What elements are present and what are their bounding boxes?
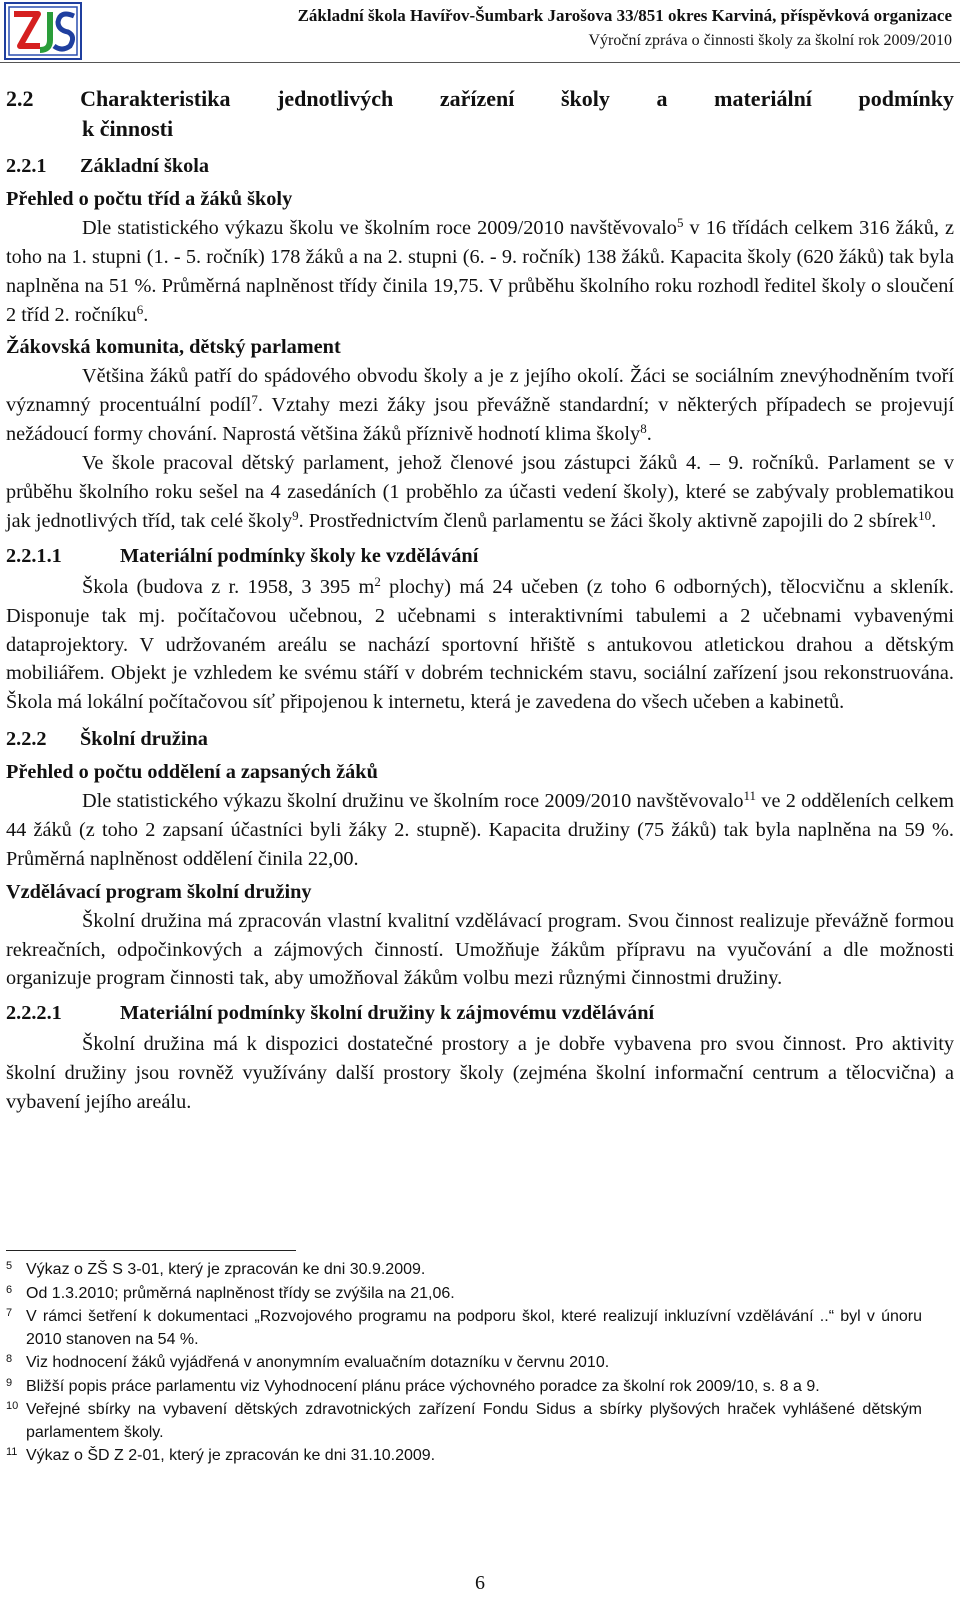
paragraph: Většina žáků patří do spádového obvodu školy a je z jejího okolí. Žáci se sociálním znevýhodněním tvoří významný procentuální podíl$^7$. Vztahy mezi žáky jsou převážně standardní; v některých případech se projevují nežádoucí formy chování. Naprostá většina žáků příznivě hodnotí klima školy$^8$.	[6, 365, 954, 446]
subsection-heading-2-2-2-1	[6, 999, 954, 1028]
paragraph: Dle statistického výkazu školní družinu ve školním roce 2009/2010 navštěvovalo$^{11}$ ve 2 odděleních celkem 44 žáků (z toho 2 zapsaní účastníci byli žáky 2. stupně). Kapacita družiny (75 žáků) tak byla naplněna na 59 %. Průměrná naplněnost oddělení činila 22,00.	[6, 788, 955, 870]
overview-heading: Přehled o počtu tříd a žáků školy	[6, 187, 293, 210]
footnote: 7 V rámci šetření k dokumentaci „Rozvojového programu na podporu škol, které realizují inkluzívní vzdělávání ..“ byl v únoru 2010 stanoven na 54 %.	[6, 1307, 922, 1348]
subsection-heading-2-2-2	[6, 725, 954, 754]
school-logo	[4, 2, 82, 60]
footnote-ref: 11	[743, 788, 757, 804]
program-heading: Vzdělávací program školní družiny	[6, 880, 312, 903]
section-heading	[6, 84, 954, 144]
paragraph: Školní družina má k dispozici dostatečné prostory a je dobře vybavena pro svou činnost. Pro aktivity školní družiny jsou rovněž využívány další prostory školy (zejména školní informační centrum a tělocvična) a vybavení jejího areálu.	[6, 1033, 954, 1114]
footnote: 6 Od 1.3.2010; průměrná naplněnost třídy se zvýšila na 21,06.	[6, 1283, 455, 1302]
subsection-title: Školní družina	[80, 728, 208, 751]
page-header	[0, 0, 960, 66]
footnote-ref: 5	[676, 214, 684, 230]
section-title-word: a	[656, 86, 668, 111]
header-title: Základní škola Havířov-Šumbark Jarošova 33/851 okres Karviná, příspěvková organizace	[297, 6, 952, 25]
section-title-word: podmínky	[858, 86, 954, 111]
subsection-number: 2.2.1.1	[6, 544, 62, 567]
footnotes	[6, 1258, 922, 1468]
page-number: 6	[475, 1572, 485, 1594]
header-divider	[0, 62, 960, 63]
paragraph: Škola (budova z r. 1958, 3 395 $m^2$ plochy) má 24 učeben (z toho 6 odborných), tělocvičnu a skleník. Disponuje tak mj. počítačovou učebnou, 2 učebnami s interaktivními tabulemi a 2 učebnami vybavenými dataprojektory. V udržovaném areálu se nachází sportovní hřiště s antukovou atletickou drahou a dětským mobiliářem. Objekt je vzhledem ke svému stáří v dobrém technickém stavu, sociální zařízení jsou rekonstruována. Škola má lokální počítačovou síť připojenou k internetu, která je zavedena do všech učeben a kabinetů.	[6, 573, 955, 714]
section-title-word: Charakteristika	[80, 86, 231, 111]
section-title-word: zařízení	[439, 86, 515, 111]
overview-heading: Přehled o počtu oddělení a zapsaných žáků	[6, 761, 378, 784]
paragraph: Školní družina má zpracován vlastní kvalitní vzdělávací program. Svou činnost realizuje převážně formou rekreačních, odpočinkových a zájmových činností. Umožňuje žákům přípravu na vyučování a dle možnosti organizuje program činnosti tak, aby umožňoval žákům volbu mezi různými činnostmi družiny.	[6, 909, 954, 990]
footnote: 5 Výkaz o ZŠ S 3-01, který je zpracován ke dni 30.9.2009.	[6, 1260, 426, 1278]
paragraph: Dle statistického výkazu školu ve školním roce 2009/2010 navštěvovalo$^5$ v 16 třídách celkem 316 žáků, z toho na 1. stupni (1. - 5. ročník) 178 žáků a na 2. stupni (6. - 9. ročník) 138 žáků. Kapacita školy (620 žáků) tak byla naplněna na 51 %. Průměrná naplněnost třídy činila 19,75. V průběhu školního roku rozhodl ředitel školy o sloučení 2 tříd 2. ročníku$^6$.	[6, 214, 955, 326]
paragraph: Ve škole pracoval dětský parlament, jehož členové jsou zástupci žáků 4. – 9. ročníků. Parlament se v průběhu školního roku sešel na 4 zasedáních (1 proběhlo za účasti vedení školy), které se zabývaly problematikou jak jednotlivých tříd, tak celé školy$^9$. Prostřednictvím členů parlamentu se žáci školy aktivně zapojili do 2 sbírek$^{10}$.	[6, 452, 954, 532]
footnote-ref: 8	[640, 421, 647, 437]
section-title-word: jednotlivých	[277, 86, 394, 111]
footnote: 10 Veřejné sbírky na vybavení dětských zdravotnických zařízení Fondu Sidus a sbírky plyšových hraček vyhlášené dětským parlamentem školy.	[6, 1400, 922, 1441]
header-subtitle: Výroční zpráva o činnosti školy za školní rok 2009/2010	[588, 32, 952, 49]
footnote-ref: 7	[251, 392, 258, 408]
subsection-title: Materiální podmínky školy ke vzdělávání	[120, 544, 479, 567]
footnote: 8 Viz hodnocení žáků vyjádřená v anonymním evaluačním dotazníku v červnu 2010.	[6, 1353, 610, 1371]
footnote-divider	[6, 1250, 296, 1251]
subsection-number: 2.2.2.1	[6, 1002, 62, 1025]
subsection-number: 2.2.1	[6, 155, 47, 177]
footnote-ref: 9	[292, 507, 299, 523]
subsection-number: 2.2.2	[6, 728, 47, 751]
subsection-heading-2-2-1	[6, 152, 954, 181]
subsection-heading-2-2-1-1	[6, 542, 954, 571]
community-heading: Žákovská komunita, dětský parlament	[6, 336, 341, 359]
footnote-ref: 10	[918, 507, 932, 523]
section-number: 2.2	[6, 86, 34, 111]
subsection-title: Základní škola	[80, 155, 210, 177]
main-content	[6, 84, 954, 1117]
footnote: 11 Výkaz o ŠD Z 2-01, který je zpracován ke dni 31.10.2009.	[6, 1446, 436, 1464]
section-title-word: školy	[560, 86, 610, 111]
footnote: 9 Bližší popis práce parlamentu viz Vyhodnocení plánu práce výchovného poradce za školní rok 2009/10, s. 8 a 9.	[6, 1376, 820, 1395]
section-title-word: materiální	[714, 86, 812, 111]
footnote-ref: 6	[136, 301, 144, 317]
section-title-line2: k činnosti	[82, 116, 174, 141]
superscript: 2	[374, 573, 381, 589]
subsection-title: Materiální podmínky školní družiny k zájmovému vzdělávání	[120, 1002, 655, 1025]
